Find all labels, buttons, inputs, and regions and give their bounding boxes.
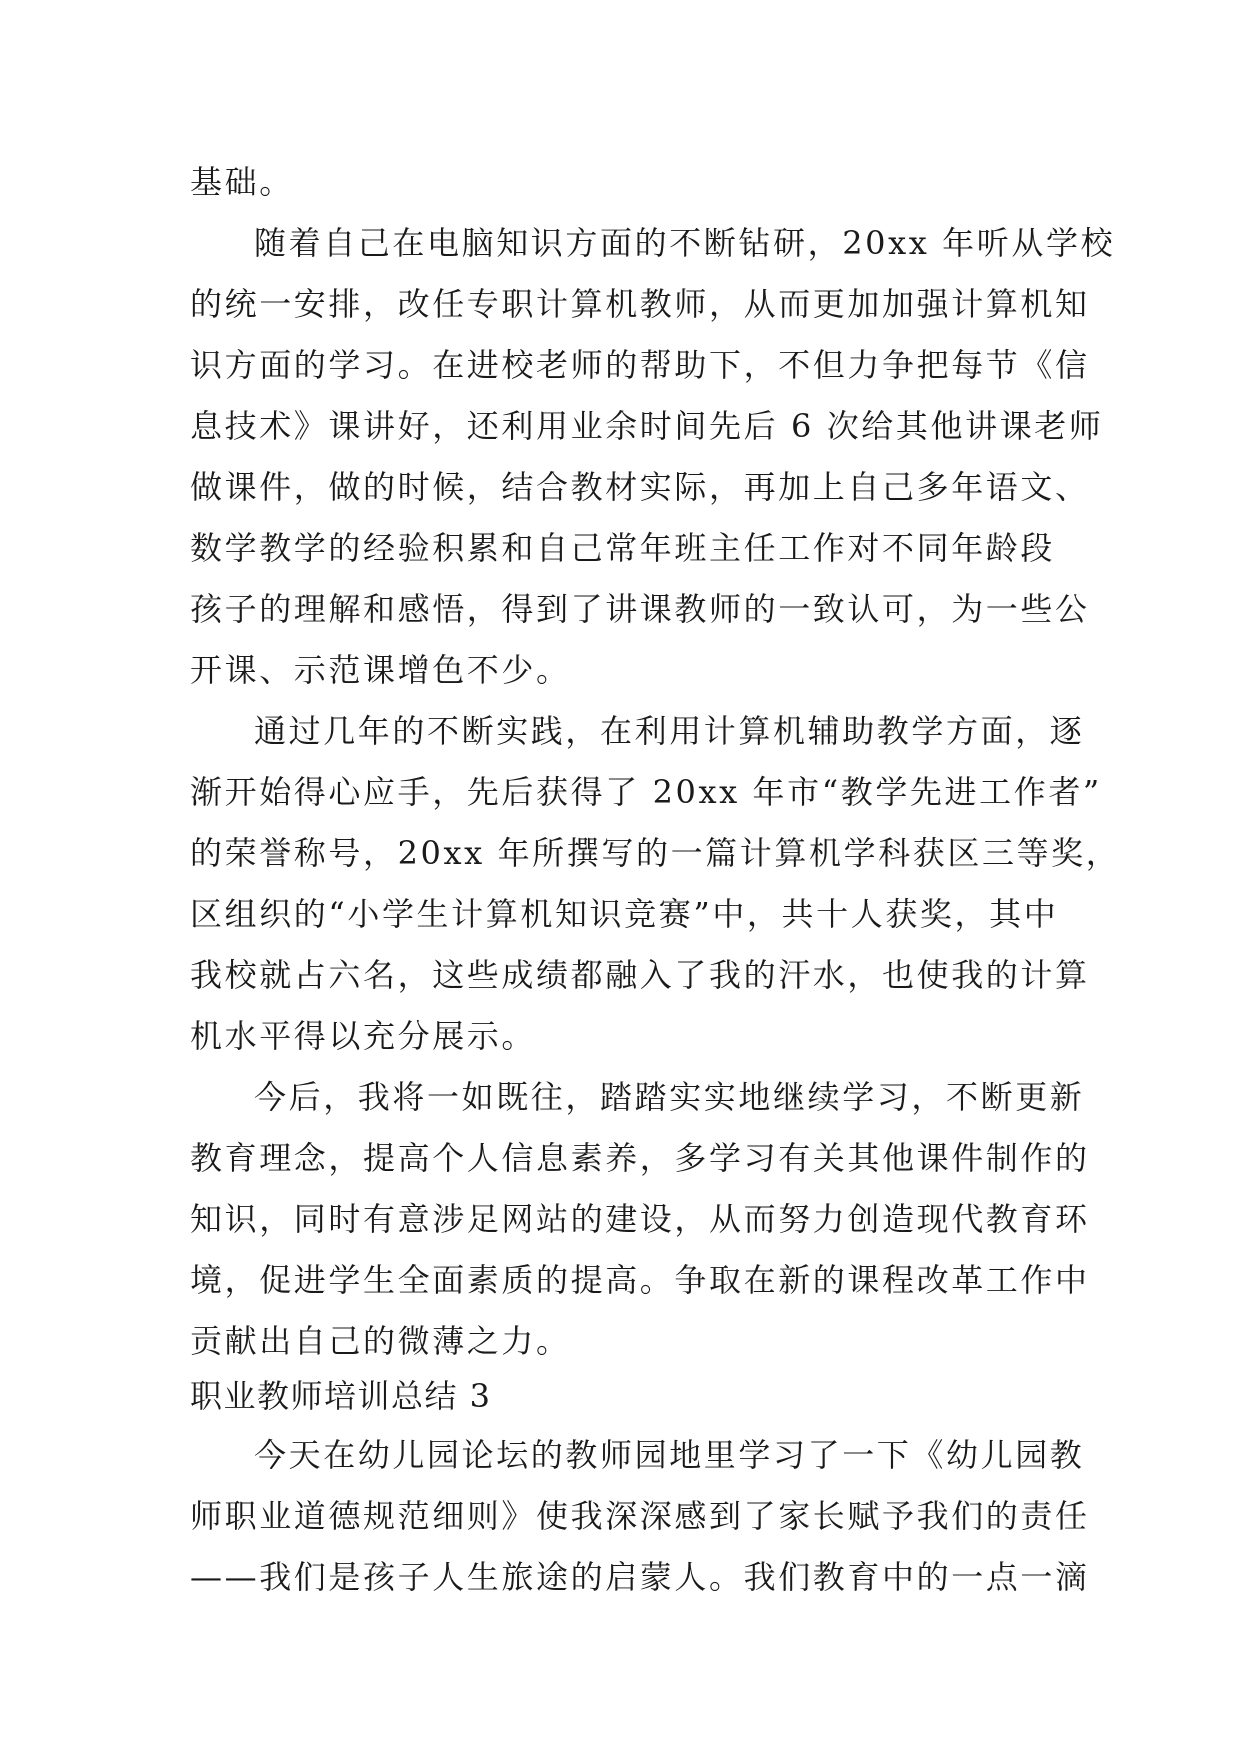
text-line: 息技术》课讲好，还利用业余时间先后 6 次给其他讲课老师	[190, 407, 1104, 445]
text-line: 的荣誉称号，20xx 年所撰写的一篇计算机学科获区三等奖，	[190, 834, 1121, 872]
text-line: 基础。	[190, 163, 294, 201]
text-line: 渐开始得心应手，先后获得了 20xx 年市“教学先进工作者”	[190, 773, 1102, 811]
paragraph-first-line: 今后，我将一如既往，踏踏实实地继续学习，不断更新	[254, 1078, 1085, 1116]
paragraph-first-line: 随着自己在电脑知识方面的不断钻研，20xx 年听从学校	[254, 224, 1116, 262]
text-line: 境，促进学生全面素质的提高。争取在新的课程改革工作中	[190, 1261, 1090, 1299]
paragraph-first-line: 今天在幼儿园论坛的教师园地里学习了一下《幼儿园教	[254, 1436, 1085, 1474]
paragraph-first-line: 通过几年的不断实践，在利用计算机辅助教学方面，逐	[254, 712, 1085, 750]
text-line: 教育理念，提高个人信息素养，多学习有关其他课件制作的	[190, 1139, 1090, 1177]
text-line: 知识，同时有意涉足网站的建设，从而努力创造现代教育环	[190, 1200, 1090, 1238]
text-line: 的统一安排，改任专职计算机教师，从而更加加强计算机知	[190, 285, 1090, 323]
text-line: 我校就占六名，这些成绩都融入了我的汗水，也使我的计算	[190, 956, 1090, 994]
text-line: 师职业道德规范细则》使我深深感到了家长赋予我们的责任	[190, 1497, 1090, 1535]
text-line: 孩子的理解和感悟，得到了讲课教师的一致认可，为一些公	[190, 590, 1090, 628]
text-line: ——我们是孩子人生旅途的启蒙人。我们教育中的一点一滴	[190, 1558, 1090, 1596]
text-line: 数学教学的经验积累和自己常年班主任工作对不同年龄段	[190, 529, 1056, 567]
text-line: 区组织的“小学生计算机知识竞赛”中，共十人获奖，其中	[190, 895, 1059, 933]
text-line: 机水平得以充分展示。	[190, 1017, 537, 1055]
text-line: 做课件，做的时候，结合教材实际，再加上自己多年语文、	[190, 468, 1090, 506]
text-line: 开课、示范课增色不少。	[190, 651, 571, 689]
text-line: 贡献出自己的微薄之力。	[190, 1322, 571, 1360]
section-heading: 职业教师培训总结 3	[190, 1377, 492, 1415]
text-line: 识方面的学习。在进校老师的帮助下，不但力争把每节《信	[190, 346, 1090, 384]
